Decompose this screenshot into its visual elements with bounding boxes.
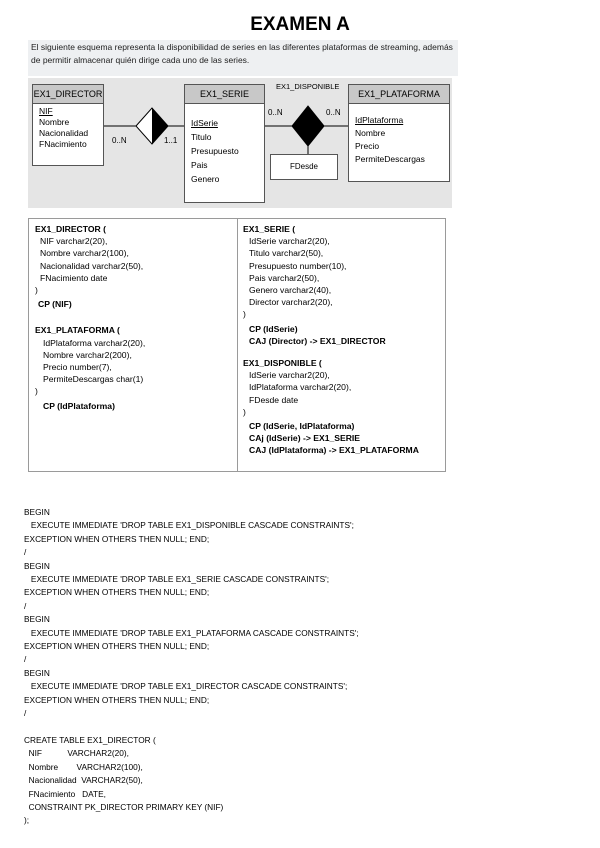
schema-table-disponible <box>243 357 443 457</box>
schema-column: Presupuesto number(10), <box>249 260 347 271</box>
entity-attr: Pais <box>191 160 208 170</box>
schema-table-name: EX1_DISPONIBLE ( <box>243 358 322 369</box>
schema-column: Precio number(7), <box>43 362 112 373</box>
schema-column: Nacionalidad varchar2(50), <box>40 260 144 271</box>
schema-column: Director varchar2(20), <box>249 297 333 308</box>
entity-plataforma <box>348 84 450 182</box>
cardinality-label: 0..N <box>326 108 341 117</box>
entity-pk: IdSerie <box>191 118 218 128</box>
schema-column: IdSerie varchar2(20), <box>249 236 330 247</box>
schema-close: ) <box>35 386 38 397</box>
intro-text: El siguiente esquema representa la disponibilidad de series en las diferentes plataformas de streaming, además de permitir almacenar quién dirige cada uno de las series. <box>28 40 458 76</box>
relationship-diamond-disponible <box>292 106 324 146</box>
sql-code: BEGIN EXECUTE IMMEDIATE 'DROP TABLE EX1_DISPONIBLE CASCADE CONSTRAINTS'; EXCEPTION WHEN OTHERS THEN NULL; END; / BEGIN EXECUTE IMMEDIATE 'DROP TABLE EX1_SERIE CASCADE CONSTRAINTS'; EXCEPTION WHEN OTHERS THEN NULL; END; / BEGIN EXECUTE IMMEDIATE 'DROP TABLE EX1_PLATAFORMA CASCADE CONSTRAINTS'; EXCEPTION WHEN OTHERS THEN NULL; END; / BEGIN EXECUTE IMMEDIATE 'DROP TABLE EX1_DIRECTOR CASCADE CONSTRAINTS'; EXCEPTION WHEN OTHERS THEN NULL; END; / CREATE TABLE EX1_DIRECTOR ( NIF VARCHAR2(20), Nombre VARCHAR2(100), Nacionalidad VARCHAR2(50), FNacimiento DATE, CONSTRAINT PK_DIRECTOR PRIMARY KEY (NIF) ); <box>24 507 359 826</box>
entity-attr: Nacionalidad <box>39 128 89 138</box>
schema-column: IdSerie varchar2(20), <box>249 370 330 381</box>
schema-pk: CP (IdSerie, IdPlataforma) <box>249 421 355 432</box>
entity-attr: Genero <box>191 174 220 184</box>
schema-column: Nombre varchar2(100), <box>40 248 129 259</box>
schema-fk: CAJ (Director) -> EX1_DIRECTOR <box>249 335 386 346</box>
entity-attr: Nombre <box>39 117 70 127</box>
schema-table-director <box>35 223 233 310</box>
schema-pk: CP (NIF) <box>38 299 72 310</box>
schema-column: PermiteDescargas char(1) <box>43 374 144 385</box>
schema-table-serie <box>243 223 443 347</box>
schema-table-name: EX1_PLATAFORMA ( <box>35 325 120 336</box>
relationship-attribute: FDesde <box>270 154 338 180</box>
schema-fk: CAJ (IdPlataforma) -> EX1_PLATAFORMA <box>249 445 419 456</box>
schema-column: IdPlataforma varchar2(20), <box>249 382 352 393</box>
schema-table-plataforma <box>35 324 233 411</box>
schema-close: ) <box>243 406 246 417</box>
page-title: EXAMEN A <box>250 14 350 35</box>
schema-column: FDesde date <box>249 394 299 405</box>
cardinality-label: 0..N <box>268 108 283 117</box>
schema-column: Titulo varchar2(50), <box>249 248 324 259</box>
schema-column: IdPlataforma varchar2(20), <box>43 337 146 348</box>
entity-pk: IdPlataforma <box>355 115 404 125</box>
er-diagram <box>28 78 452 208</box>
relational-schema <box>28 218 446 472</box>
entity-director <box>32 84 104 166</box>
entity-attr: Precio <box>355 141 380 151</box>
schema-column: Genero varchar2(40), <box>249 285 332 296</box>
schema-column: FNacimiento date <box>40 272 108 283</box>
schema-table-name: EX1_SERIE ( <box>243 224 296 234</box>
entity-serie <box>184 84 265 203</box>
entity-name: EX1_PLATAFORMA <box>349 85 449 104</box>
entity-attr: Presupuesto <box>191 146 239 156</box>
schema-column: NIF varchar2(20), <box>40 236 108 247</box>
entity-attr: FNacimiento <box>39 139 87 149</box>
relationship-label: EX1_DISPONIBLE <box>276 82 340 91</box>
schema-pk: CP (IdPlataforma) <box>43 400 115 411</box>
entity-name: EX1_SERIE <box>185 85 264 104</box>
schema-divider <box>237 219 238 471</box>
schema-fk: CAj (IdSerie) -> EX1_SERIE <box>249 433 361 444</box>
cardinality-label: 0..N <box>112 136 127 145</box>
schema-column: Pais varchar2(50), <box>249 272 320 283</box>
entity-name: EX1_DIRECTOR <box>33 85 103 104</box>
entity-attr: Nombre <box>355 128 386 138</box>
schema-close: ) <box>35 285 38 296</box>
entity-attr: Titulo <box>191 132 212 142</box>
entity-attr: PermiteDescargas <box>355 154 425 164</box>
entity-pk: NIF <box>39 106 53 116</box>
schema-close: ) <box>243 309 246 320</box>
cardinality-label: 1..1 <box>164 136 178 145</box>
schema-column: Nombre varchar2(200), <box>43 349 132 360</box>
schema-pk: CP (IdSerie) <box>249 323 298 334</box>
schema-table-name: EX1_DIRECTOR ( <box>35 224 106 234</box>
